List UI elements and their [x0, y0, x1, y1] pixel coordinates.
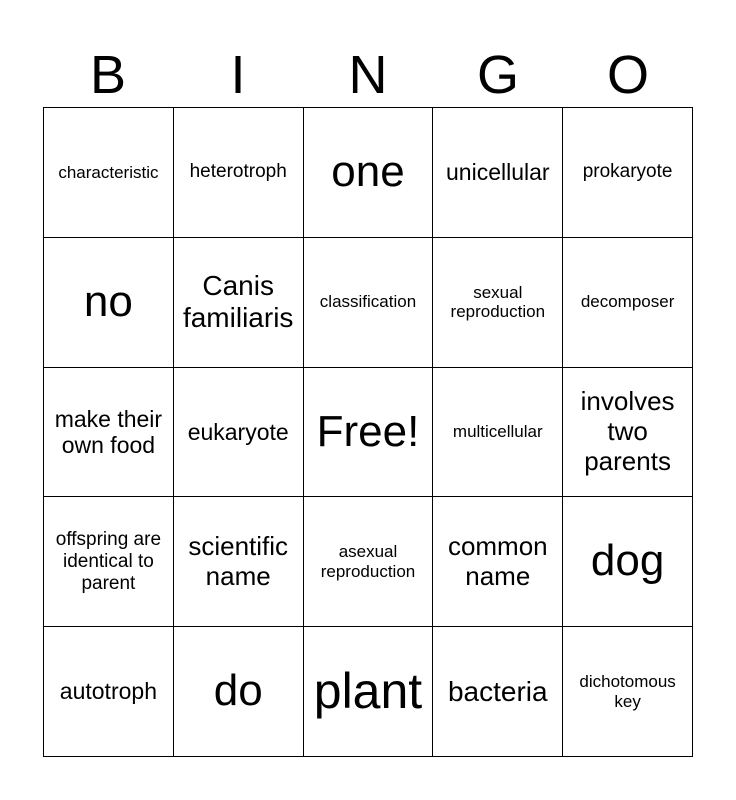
cell-text: Canis familiaris [182, 270, 294, 334]
cell-text: eukaryote [187, 418, 289, 445]
bingo-cell[interactable] [304, 108, 434, 238]
cell-text: do [213, 666, 263, 716]
cell-text: heterotroph [189, 161, 287, 183]
bingo-cell[interactable] [433, 238, 563, 368]
bingo-cell[interactable] [174, 238, 304, 368]
bingo-cell[interactable] [563, 627, 693, 757]
bingo-cell[interactable] [433, 108, 563, 238]
bingo-cell[interactable] [174, 368, 304, 498]
cell-text: make their own food [54, 405, 163, 458]
cell-text: no [83, 276, 133, 326]
bingo-cell[interactable] [44, 497, 174, 627]
cell-text: scientific name [188, 530, 289, 591]
cell-text: one [331, 147, 405, 197]
bingo-cell[interactable] [44, 368, 174, 498]
cell-text: sexual reproduction [450, 282, 546, 322]
bingo-cell[interactable] [433, 497, 563, 627]
free-space-cell[interactable] [304, 368, 434, 498]
bingo-header [43, 44, 693, 106]
cell-text: prokaryote [582, 161, 673, 183]
bingo-cell[interactable] [563, 497, 693, 627]
bingo-cell[interactable] [44, 627, 174, 757]
cell-text: characteristic [58, 162, 159, 182]
cell-text: dog [590, 536, 665, 586]
bingo-cell[interactable] [174, 627, 304, 757]
cell-text: dichotomous key [579, 672, 676, 711]
bingo-cell[interactable] [433, 627, 563, 757]
free-space-text: Free! [316, 406, 420, 456]
header-letter-b: B [89, 45, 127, 105]
bingo-cell[interactable] [174, 497, 304, 627]
cell-text: plant [313, 662, 423, 719]
header-letter-n: N [348, 45, 388, 105]
cell-text: autotroph [59, 678, 157, 705]
bingo-cell[interactable] [44, 238, 174, 368]
cell-text: bacteria [447, 675, 548, 707]
cell-text: unicellular [446, 159, 550, 186]
cell-text: asexual reproduction [320, 542, 416, 581]
header-letter-g: G [476, 45, 519, 105]
cell-text: decomposer [580, 292, 675, 312]
bingo-cell[interactable] [563, 238, 693, 368]
bingo-cell[interactable] [563, 108, 693, 238]
bingo-cell[interactable] [563, 368, 693, 498]
cell-text: classification [319, 292, 417, 312]
cell-text: involves two parents [580, 386, 675, 476]
bingo-cell[interactable] [304, 238, 434, 368]
cell-text: offspring are identical to parent [55, 529, 162, 594]
bingo-cell[interactable] [44, 108, 174, 238]
cell-text: multicellular [452, 422, 543, 442]
cell-text: common name [447, 530, 548, 591]
header-letter-o: O [606, 45, 649, 105]
bingo-cell[interactable] [304, 627, 434, 757]
header-letter-i: I [230, 45, 246, 105]
bingo-board [43, 107, 693, 757]
bingo-cell[interactable] [433, 368, 563, 498]
bingo-cell[interactable] [304, 497, 434, 627]
bingo-cell[interactable] [174, 108, 304, 238]
